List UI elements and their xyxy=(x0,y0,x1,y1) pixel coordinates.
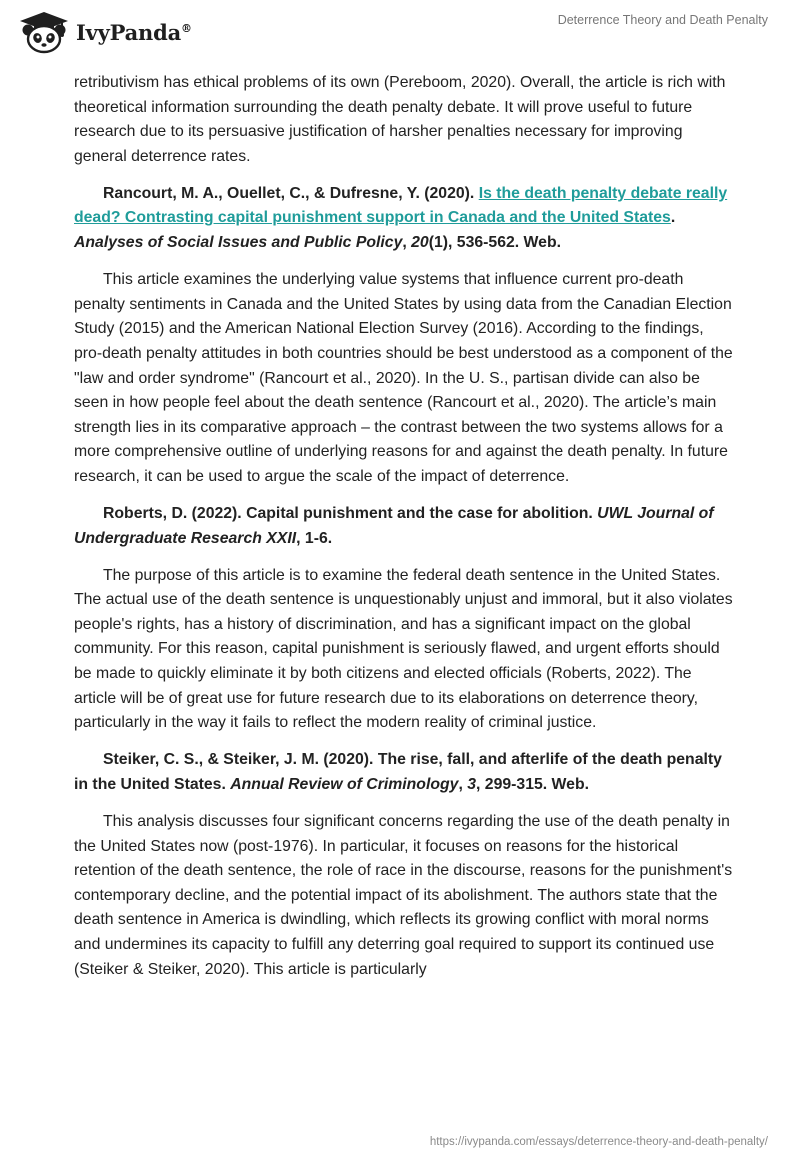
essay-body xyxy=(74,71,734,982)
document-title: Deterrence Theory and Death Penalty xyxy=(557,13,768,27)
ref-authors: Steiker, C. S., & Steiker, J. M. (2020). The rise, fall, and afterlife of the death penalty in the United States. xyxy=(74,751,722,793)
ref-pages: (1), 536-562. Web. xyxy=(428,234,562,252)
ref-pages: , 299-315. Web. xyxy=(476,775,589,793)
registered-mark: ® xyxy=(181,21,192,35)
ref-volume: 3 xyxy=(467,775,477,793)
ref-journal: Analyses of Social Issues and Public Policy xyxy=(74,234,403,252)
reference-roberts xyxy=(74,502,734,551)
ref-authors: Rancourt, M. A., Ouellet, C., & Dufresne, Y. (2020). xyxy=(103,184,479,202)
annotation-paragraph: This article examines the underlying value systems that influence current pro-death penalty sentiments in Canada and the United States by using data from the Canadian Election Study (2015) and the American National Election Survey (2016). According to the findings, pro-death penalty attitudes in both countries should be best understood as a component of the "law and order syndrome" (Rancourt et al., 2020). In the U. S., partisan divide can also be seen in how people feel about the death sentence (Rancourt et al., 2020). The article’s main strength lies in its comparative approach – the contrast between the two systems allows for a more comprehensive outline of underlying reasons for and against the death penalty. In future research, it can be used to argue the scale of the impact of deterrence. xyxy=(74,271,733,485)
reference-rancourt xyxy=(74,182,734,256)
ref-punctuation: . xyxy=(670,209,676,227)
page-header xyxy=(0,0,800,60)
source-url[interactable]: https://ivypanda.com/essays/deterrence-theory-and-death-penalty/ xyxy=(429,1136,768,1148)
ivypanda-logo[interactable] xyxy=(16,10,192,54)
annotation-paragraph: This analysis discusses four significant concerns regarding the use of the death penalty in the United States now (post-1976). In particular, it focuses on reasons for the historical retention of the death sentence, the role of race in the discourse, reasons for the punishment's contemporary decline, and the potential impact of its abolishment. The authors state that the death sentence in America is dwindling, which reflects its growing conflict with moral norms and undermines its capacity to fulfill any deterring goal required to support its continued use (Steiker & Steiker, 2020). This article is particularly xyxy=(74,813,733,978)
ref-journal: Annual Review of Criminology xyxy=(230,775,459,793)
ref-pages: , 1-6. xyxy=(296,529,333,547)
ref-separator: , xyxy=(402,234,412,252)
ref-article-link[interactable]: Is the death penalty debate really dead? Contrasting capital punishment support in Canada and the United States xyxy=(74,184,728,227)
annotation-paragraph: The purpose of this article is to examine the federal death sentence in the United States. The actual use of the death sentence is unquestionably unjust and immoral, but it also violates people's rights, has a history of discrimination, and has a significant impact on the global community. For this reason, capital punishment is seriously flawed, and urgent efforts should be made to quickly eliminate it by both citizens and elected officials (Roberts, 2022). The article will be of great use for future research due to its elaborations on deterrence theory, particularly in the way it fails to reflect the modern reality of criminal justice. xyxy=(74,566,733,732)
brand-name xyxy=(76,20,192,45)
paragraph-continuation: retributivism has ethical problems of its own (Pereboom, 2020). Overall, the article is rich with theoretical information surrounding the death penalty debate. It will prove useful to future research due to its persuasive justification of harsher penalties necessary for improving general deterrence rates. xyxy=(74,74,726,165)
ref-separator: , xyxy=(458,775,468,793)
ref-journal: UWL Journal of Undergraduate Research XXII xyxy=(74,505,714,547)
ref-volume: 20 xyxy=(411,234,429,252)
ref-authors: Roberts, D. (2022). Capital punishment and the case for abolition. xyxy=(103,505,598,522)
panda-graduate-icon xyxy=(16,10,72,54)
brand-text: IvyPanda xyxy=(76,19,182,45)
reference-steiker xyxy=(74,748,734,797)
